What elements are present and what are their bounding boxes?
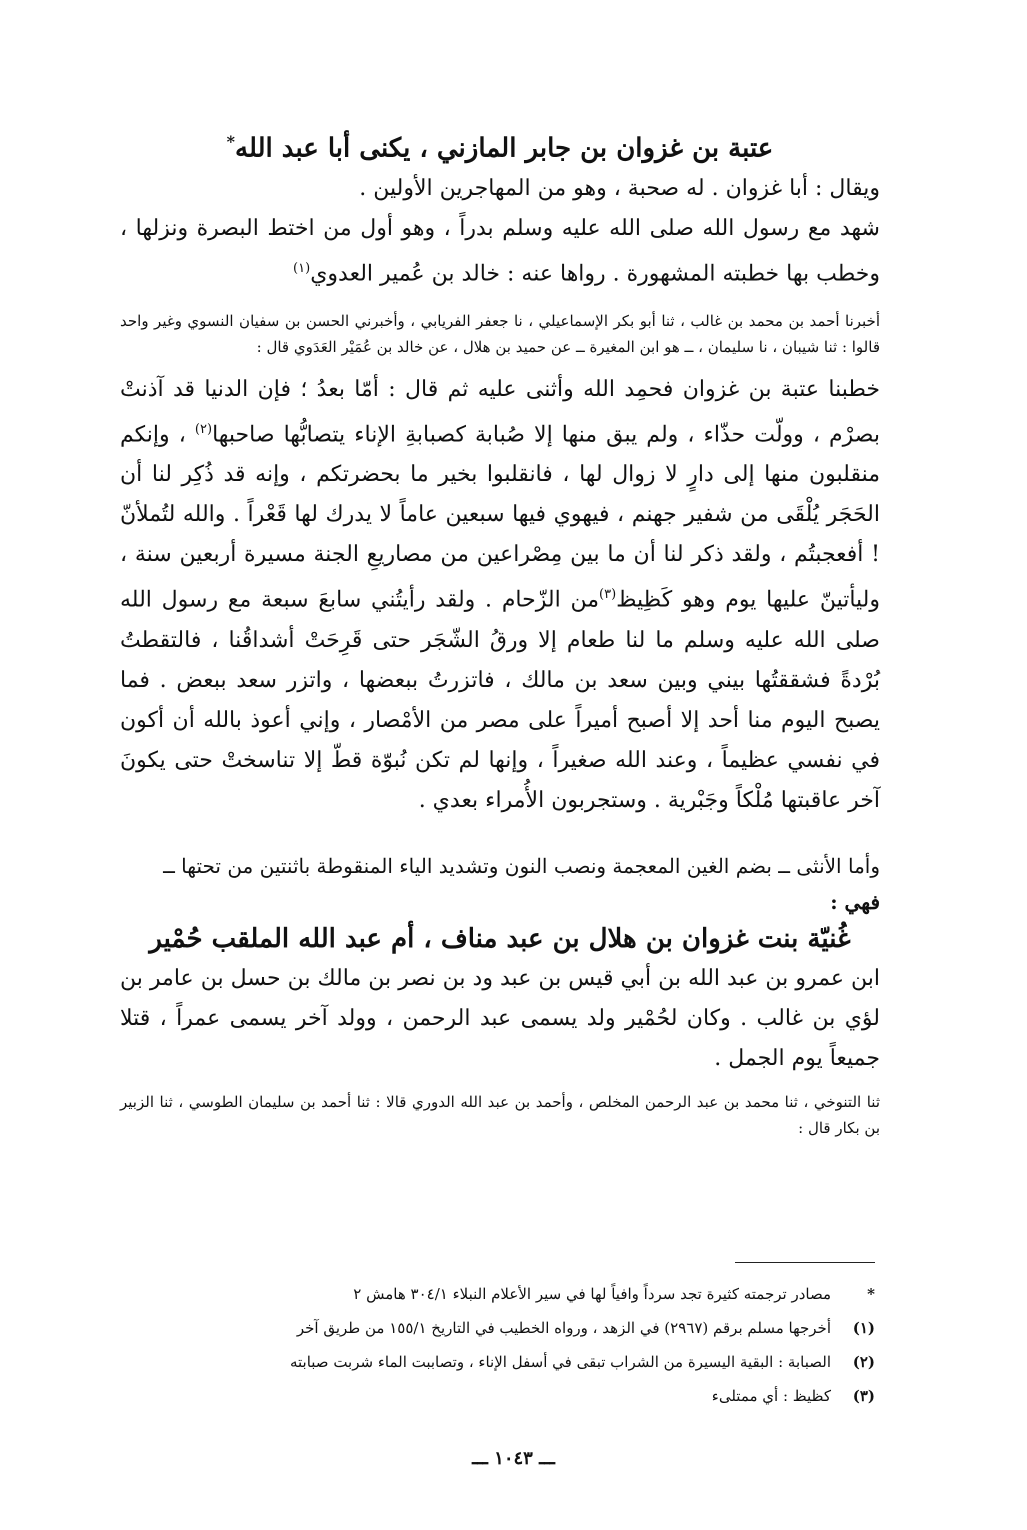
footnote-text: كظيظ : أي ممتلىء: [711, 1387, 831, 1405]
footnote-item: [140, 1345, 875, 1379]
footnotes: [140, 1262, 875, 1413]
sermon-part-1: خطبنا عتبة بن غزوان فحمِد الله وأثنى عليه ثم قال : أمّا بعدُ ؛ فإن الدنيا قد آذنتْ بصرْم ، وولّت حذّاء ، ولم يبق منها إلا صُبابة كصبابةِ الإناء يتصابُّها صاحبها: [120, 376, 880, 448]
footnote-ref-2: (٢): [194, 421, 213, 437]
footnote-text: مصادر ترجمته كثيرة تجد سرداً وافياً لها في سير الأعلام النبلاء ٣٠٤/١ هامش ٢: [353, 1285, 831, 1303]
entry-title-utba: [120, 122, 880, 169]
entry-title-ghunayya: غُنيّة بنت غزوان بن هلال بن عبد مناف ، أم عبد الله الملقب حُمْير: [149, 923, 851, 954]
entry-title-text: عتبة بن غزوان بن جابر المازني ، يكنى أبا عبد الله: [235, 133, 774, 164]
footnote-ref-3: (٣): [599, 587, 617, 603]
footnote-item: [140, 1311, 875, 1345]
footnote-text: الصبابة : البقية اليسيرة من الشراب تبقى في أسفل الإناء ، وتصاببت الماء شربت صبابته: [289, 1353, 831, 1371]
page-number: ـــ ١٠٤٣ ـــ: [472, 1448, 555, 1469]
footnote-item: [140, 1379, 875, 1413]
biography-text: شهد مع رسول الله صلى الله عليه وسلم بدراً ، وهو أول من اختط البصرة ونزلها ، وخطب بها خطبته المشهورة . رواها عنه : خالد بن عُمير العدوي: [120, 215, 880, 286]
section-gap: [120, 821, 880, 847]
female-name-note: وأما الأنثى ــ بضم الغين المعجمة ونصب النون وتشديد الياء المنقوطة باثنتين من تحتها ــ: [163, 853, 880, 878]
biography-paragraph: [120, 209, 880, 294]
footnote-divider: [735, 1262, 875, 1263]
kunya-line: ويقال : أبا غزوان . له صحبة ، وهو من المهاجرين الأولين .: [359, 175, 880, 201]
sermon-text: [120, 370, 880, 821]
footnote-ref-1: (١): [293, 260, 311, 276]
footnote-item: [140, 1277, 875, 1311]
footnote-mark: *: [867, 1285, 875, 1303]
sermon-part-2: ، وإنكم منقلبون منها إلى دارٍ لا زوال لها ، فانقلبوا بخير ما بحضرتكم ، وإنه قد ذُكِر لنا أن الحَجَر يُلْقَى من شفير جهنم ، فيهوي فيها سبعين عاماً لا يدرك لها قَعْراً . والله لتُملأنّ ! أفعجبتُم ، ولقد ذكر لنا أن ما بين مِصْراعين من مصاريعِ الجنة مسيرة أربعين سنة ، وليأتينّ عليها يوم وهو كَظِيظ: [120, 422, 881, 613]
isnad-chain: أخبرنا أحمد بن محمد بن غالب ، ثنا أبو بكر الإسماعيلي ، نا جعفر الفريابي ، وأخبرني الحسن بن سفيان النسوي وغير واحد قالوا : ثنا شيبان ، نا سليمان ، ــ هو ابن المغيرة ــ عن حميد بن هلال ، عن خالد بن عُمَيْر العَدَوي قال :: [120, 311, 880, 356]
footnote-mark-star: *: [226, 132, 236, 151]
footnote-text: أخرجها مسلم برقم (٢٩٦٧) في الزهد ، ورواه الخطيب في التاريخ ١٥٥/١ من طريق آخر: [296, 1319, 831, 1337]
footnote-mark: (٣): [852, 1387, 875, 1405]
footnote-mark: (٢): [852, 1353, 875, 1371]
lineage-paragraph: ابن عمرو بن عبد الله بن أبي قيس بن عبد ود بن نصر بن مالك بن حسل بن عامر بن لؤي بن غالب . وكان لحُمْير ولد يسمى عبد الرحمن ، وولد آخر يسمى عمراً ، قتلا جميعاً يوم الجمل .: [120, 965, 880, 1071]
footnote-mark: (١): [852, 1319, 875, 1337]
isnad-chain-2: ثنا التنوخي ، ثنا محمد بن عبد الرحمن المخلص ، وأحمد بن عبد الله الدوري قالا : ثنا أحمد بن سليمان الطوسي ، ثنا الزبير بن بكار قال :: [120, 1092, 880, 1137]
fahiya-label: فهي :: [830, 889, 880, 914]
sermon-part-3: من الزّحام . ولقد رأيتُني سابعَ سبعة مع رسول الله صلى الله عليه وسلم ما لنا طعام إلا ورقُ الشّجَر حتى قَرِحَتْ أشداقُنا ، فالتقطتُ بُرْدةً فشققتُها بيني وبين سعد بن مالك ، فاتزرتُ ببعضها ، واتزر سعد ببعض . فما يصبح اليوم منا أحد إلا أصبح أميراً على مصر من الأمْصار ، وإني أعوذ بالله أن أكون في نفسي عظيماً ، وعند الله صغيراً ، وإنها لم تكن نُبوّة قطّ إلا تناسختْ حتى يكونَ آخر عاقبتها مُلْكاً وجَبْرية . وستجربون الأُمراء بعدي .: [120, 587, 880, 813]
